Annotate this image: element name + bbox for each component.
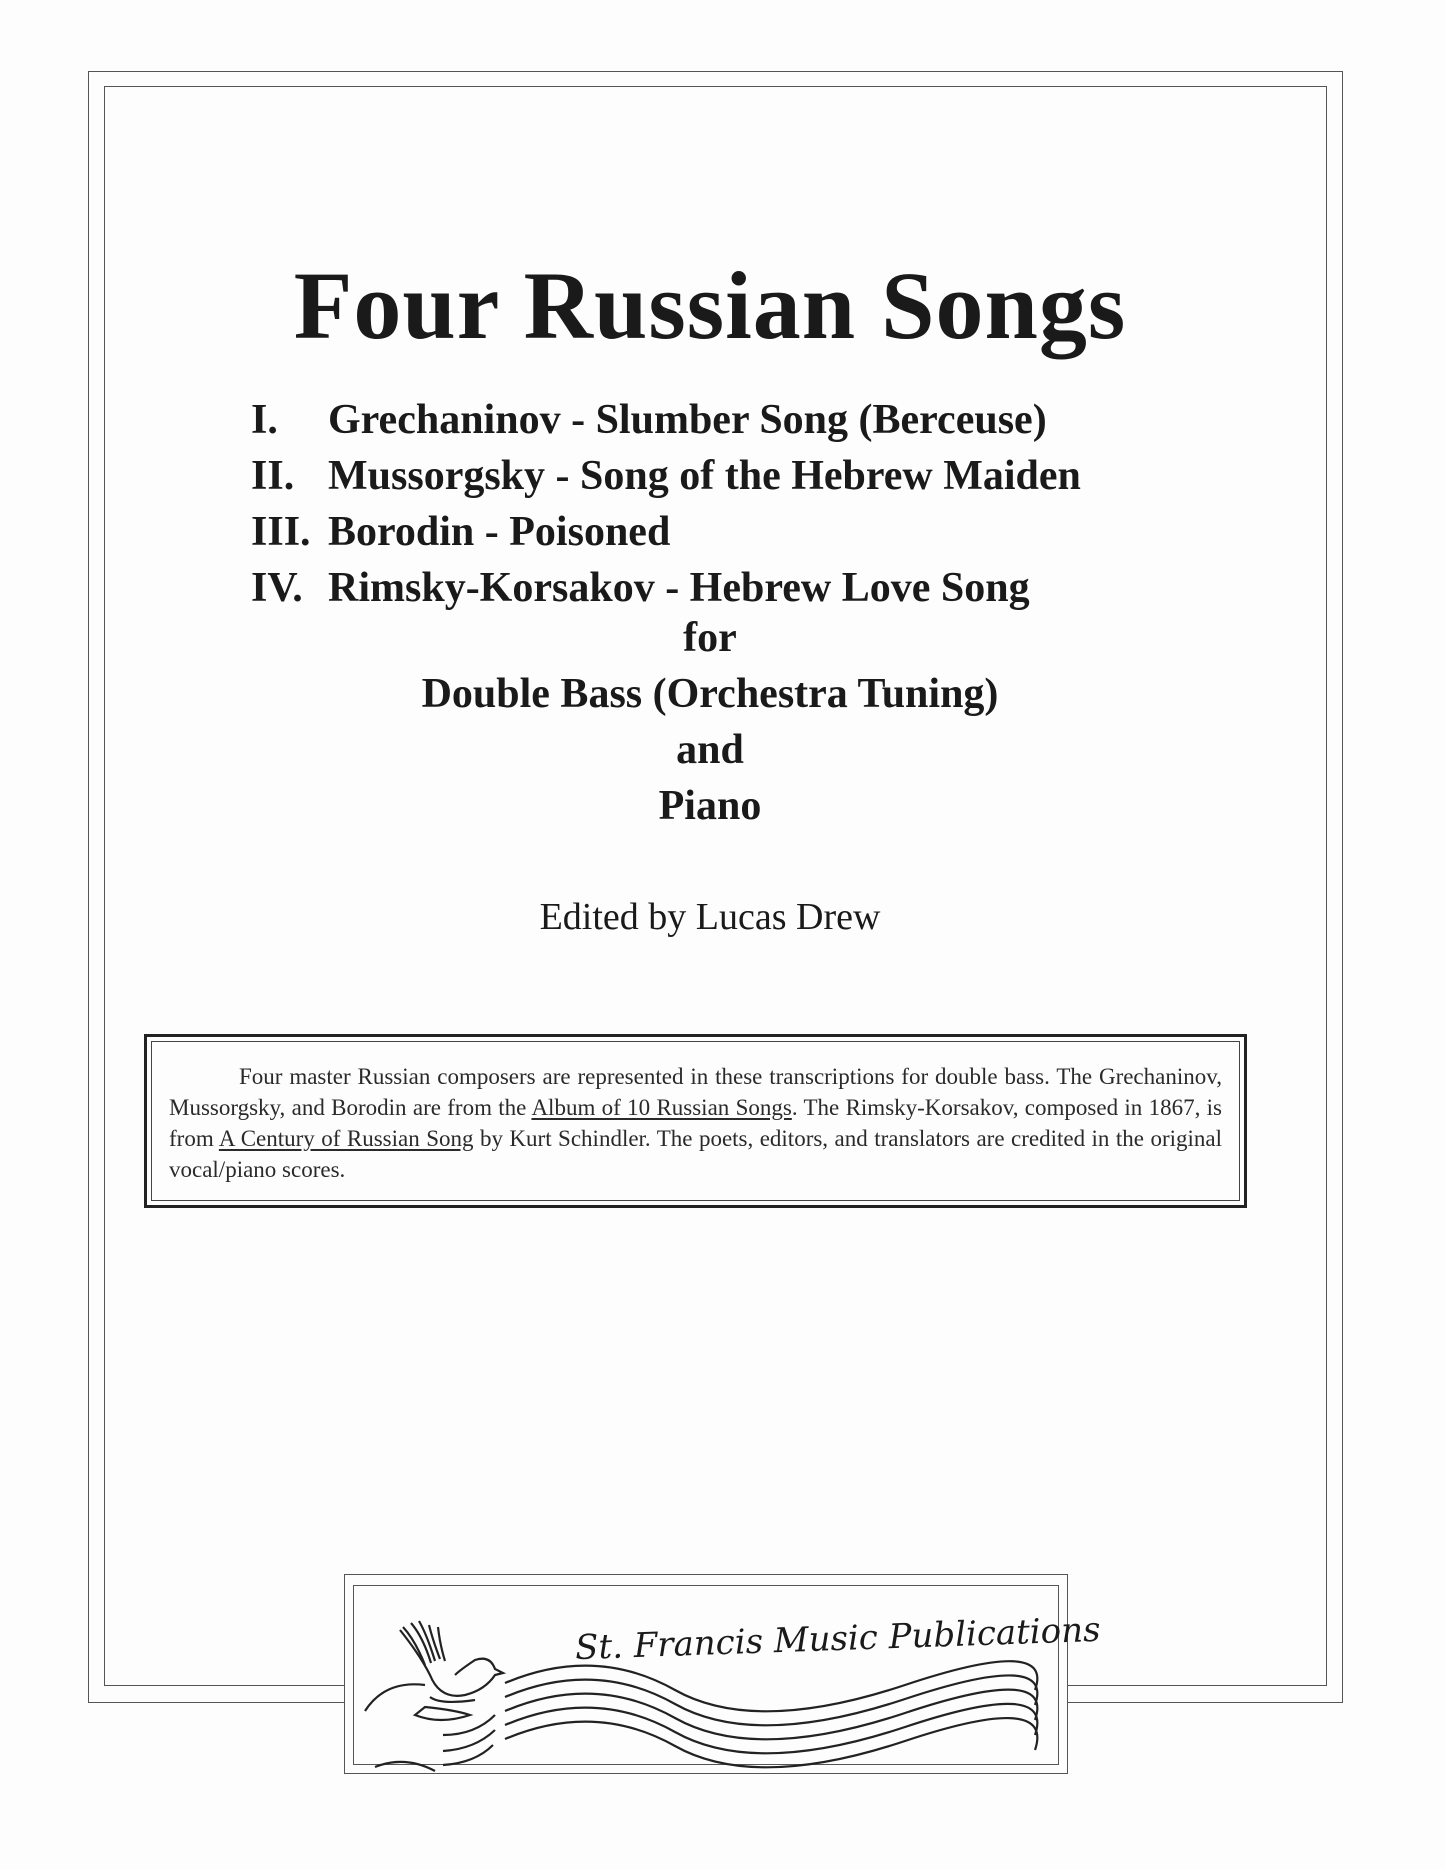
song-list	[251, 392, 1081, 616]
editor-credit: Edited by Lucas Drew	[539, 896, 881, 938]
page-title: Four Russian Songs	[293, 252, 1127, 359]
song-number: IV.	[251, 565, 303, 611]
song-number: III.	[251, 509, 311, 555]
description-part: by Kurt Schindler. The poets, editors, and translators are credited in the original vocal/piano scores.	[169, 1126, 1222, 1182]
dove-staff-icon	[345, 1575, 1069, 1775]
for-label: for	[683, 615, 737, 661]
song-number: II.	[251, 453, 295, 499]
album-title: Album of 10 Russian Songs	[531, 1095, 792, 1120]
song-number: I.	[251, 397, 278, 443]
song-item	[251, 392, 1081, 448]
song-title: Mussorgsky - Song of the Hebrew Maiden	[328, 453, 1081, 499]
piano-label: Piano	[658, 783, 762, 829]
description-part: . The Rimsky-Korsakov, composed in 1867, is from	[169, 1095, 1223, 1151]
description-box	[144, 1034, 1247, 1208]
song-item	[251, 560, 1081, 616]
century-title: A Century of Russian Song	[218, 1126, 474, 1151]
song-title: Borodin - Poisoned	[328, 509, 671, 555]
song-title: Rimsky-Korsakov - Hebrew Love Song	[328, 565, 1030, 611]
description-part: Four master Russian composers are represented in these transcriptions for double bass. The Grechaninov, Mussorgsky, and Borodin are from the	[169, 1064, 1222, 1120]
song-item	[251, 448, 1081, 504]
and-label: and	[676, 727, 744, 773]
instrument-label: Double Bass (Orchestra Tuning)	[421, 671, 999, 717]
song-title: Grechaninov - Slumber Song (Berceuse)	[328, 397, 1047, 443]
publisher-logo	[344, 1574, 1102, 1774]
description-text	[169, 1061, 1222, 1185]
publisher-name: St. Francis Music Publications	[574, 1609, 1102, 1669]
song-item	[251, 504, 1081, 560]
